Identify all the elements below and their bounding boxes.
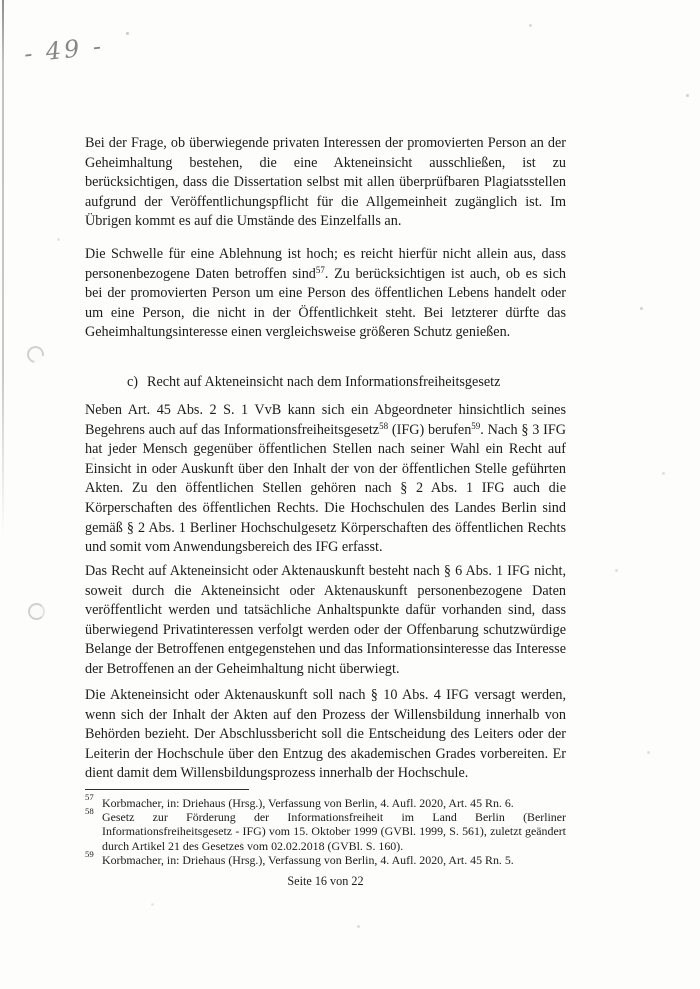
footnote-58 [85,806,566,853]
footnote-reference: 59 [471,420,481,431]
footnote-59 [85,848,566,867]
scan-edge-line [2,0,4,536]
footnote-separator [85,789,249,790]
paragraph-private-interessen: Bei der Frage, ob überwiegende privaten Interessen der promovierten Person an der Geheimhaltung bestehen, die eine Akteneinsicht ausschließen, ist zu berücksichtigen, dass die Dissertation selbst mit allen überprüfbaren Plagiatsstellen aufgrund der Veröffentlichungspflicht für die Allgemeinheit zugänglich ist. Im Übrigen kommt es auf die Umstände des Einzelfalls an. [85,135,566,230]
paragraph-ifg-ausschluss: Das Recht auf Akteneinsicht oder Aktenauskunft besteht nach § 6 Abs. 1 IFG nicht, soweit durch die Akteneinsicht oder Aktenauskunft personenbezogene Daten veröffentlicht werden und tatsächliche Anhaltspunkte dafür vorhanden sind, dass überwiegend Privatinteressen verfolgt werden oder der Offenbarung schutzwürdige Belange der Betroffenen entgegenstehen und das Informationsinteresse das Interesse der Betroffenen an der Geheimhaltung nicht überwiegt. [85,563,566,677]
page-footer: Seite 16 von 22 [287,874,364,888]
footnote-57 [85,792,566,810]
footnote-reference: 57 [315,264,325,275]
footnote-text: Korbmacher, in: Driehaus (Hrsg.), Verfassung von Berlin, 4. Aufl. 2020, Art. 45 Rn. 5. [102,852,514,867]
section-heading-label: c) [127,374,139,390]
footnote-reference: 58 [379,420,389,431]
scan-specks [0,0,1,1]
handwritten-page-number: - 49 - [22,31,106,69]
paragraph-ifg-anwendung: Neben Art. 45 Abs. 2 S. 1 VvB kann sich ein Abgeordneter hinsichtlich seines Begehrens auch auf das Informationsfreiheitsgesetz$^{58}$ (IFG) berufen$^{59}$. Nach § 3 IFG hat jeder Mensch gegenüber öffentlichen Stellen nach seiner Wahl ein Recht auf Einsicht in oder Auskunft über den Inhalt der von der öffentlichen Stelle geführten Akten. Zu den öffentlichen Stellen gehören nach § 2 Abs. 1 IFG auch die Körperschaften des öffentlichen Rechts. Die Hochschulen des Landes Berlin sind gemäß § 2 Abs. 1 Berliner Hochschulgesetz Körperschaften des öffentlichen Rechts und somit vom Anwendungsbereich des IFG erfasst. [85,402,566,556]
paragraph-ifg-versagung: Die Akteneinsicht oder Aktenauskunft soll nach § 10 Abs. 4 IFG versagt werden, wenn sich der Inhalt der Akten auf den Prozess der Willensbildung innerhalb von Behörden bezieht. Der Abschlussbericht soll die Entscheidung des Leiters oder der Leiterin der Hochschule über den Entzug des akademischen Grades vorbereiten. Er dient damit dem Willensbildungsprozess innerhalb der Hochschule. [85,687,566,782]
section-heading-text: Recht auf Akteneinsicht nach dem Informationsfreiheitsgesetz [147,374,501,390]
footnote-text: Korbmacher, in: Driehaus (Hrsg.), Verfassung von Berlin, 4. Aufl. 2020, Art. 45 Rn. 6. [102,796,514,810]
footnote-number: 58 [85,806,94,817]
footnote-number: 59 [85,848,94,859]
footnote-section [85,792,566,867]
hole-punch-bottom [28,603,45,620]
section-heading [85,373,608,393]
paragraph-schwelle-ablehnung: Die Schwelle für eine Ablehnung ist hoch; es reicht hierfür nicht allein aus, dass personenbezogene Daten betroffen sind$^{57}$. Zu berücksichtigen ist auch, ob es sich bei der promovierten Person um eine Person des öffentlichen Lebens handelt oder um eine Person, die nicht in der Öffentlichkeit steht. Bei letzterer dürfte das Geheimhaltungsinteresse einen vergleichsweise größeren Schutz genießen. [85,246,566,341]
hole-punch-top [24,343,48,367]
footnote-text: Gesetz zur Förderung der Informationsfreiheit im Land Berlin (Berliner Informationsfreiheitsgesetz - IFG) vom 15. Oktober 1999 (GVBl. 1999, S. 561), zuletzt geändert durch Artikel 21 des Gesetzes vom 02.02.2018 (GVBl. S. 160). [102,810,566,853]
footnote-number: 57 [85,792,94,802]
